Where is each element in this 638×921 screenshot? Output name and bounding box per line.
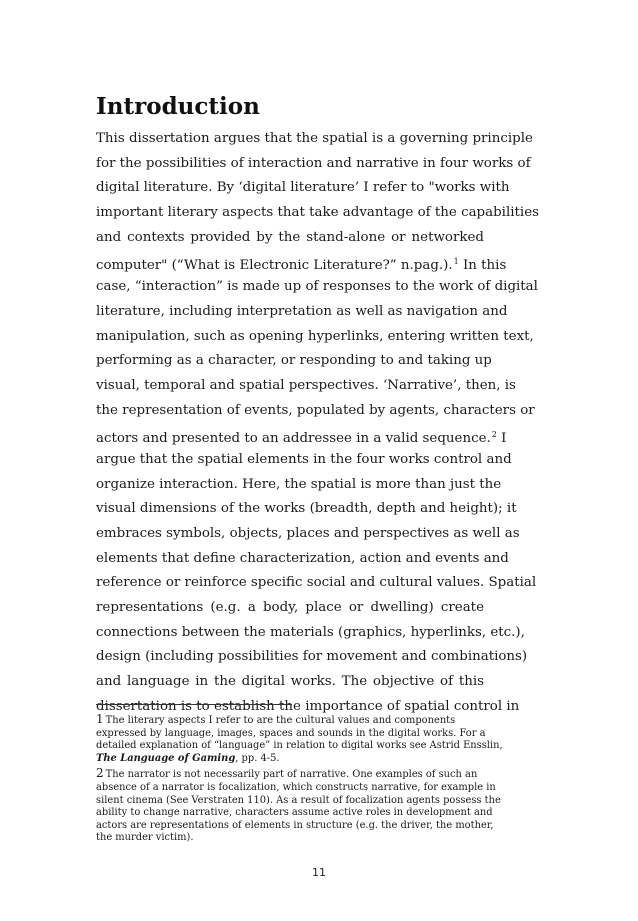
body-text: argue that the spatial elements in the four works control and bbox=[96, 451, 512, 467]
body-text-line bbox=[96, 275, 538, 300]
body-text: digital literature. By ‘digital literature’ I refer to "works with bbox=[96, 180, 510, 196]
body-text: computer" (“What is Electronic Literature?” n.pag.). bbox=[96, 258, 453, 274]
body-text: case, “interaction” is made up of responses to the work of digital bbox=[96, 279, 538, 295]
cited-book-title: The Language of Gaming bbox=[96, 752, 236, 764]
body-text-line bbox=[96, 522, 520, 547]
footnote-text-line: The literary aspects I refer to are the cultural values and components bbox=[105, 715, 456, 726]
body-text-line bbox=[96, 423, 507, 448]
body-text: the representation of events, populated by agents, characters or bbox=[96, 402, 535, 418]
body-text: organize interaction. Here, the spatial is more than just the bbox=[96, 476, 502, 492]
footnote-1 bbox=[96, 712, 503, 765]
footnote-text-line: absence of a narrator is focalization, which constructs narrative, for example in bbox=[96, 781, 496, 793]
body-text-line bbox=[96, 374, 516, 399]
body-text: and contexts provided by the stand-alone or networked bbox=[96, 229, 484, 245]
body-text-line bbox=[96, 325, 534, 350]
footnote-2 bbox=[96, 766, 501, 845]
footnote-text-line: silent cinema (See Verstraten 110). As a result of focalization agents possess the bbox=[96, 794, 501, 806]
body-text: design (including possibilities for movement and combinations) bbox=[96, 649, 528, 665]
body-text: embraces symbols, objects, places and perspectives as well as bbox=[96, 526, 520, 541]
footnote-number: 1 bbox=[96, 712, 104, 726]
body-text: visual, temporal and spatial perspectives. ‘Narrative’, then, is bbox=[96, 377, 516, 393]
body-text-line bbox=[96, 250, 507, 275]
body-text: literature, including interpretation as well as navigation and bbox=[96, 303, 508, 319]
footnote-text: , pp. 4-5. bbox=[235, 752, 280, 764]
body-text: actors and presented to an addressee in a valid sequence. bbox=[96, 431, 491, 447]
section-heading: Introduction bbox=[96, 93, 260, 120]
body-text-line bbox=[96, 226, 484, 251]
body-text-line bbox=[96, 497, 517, 522]
body-text: for the possibilities of interaction and narrative in four works of bbox=[96, 155, 531, 171]
body-paragraph bbox=[96, 127, 539, 720]
body-text-line bbox=[96, 596, 484, 621]
body-text: connections between the materials (graphics, hyperlinks, etc.), bbox=[96, 624, 525, 640]
footnote-reference: 2 bbox=[491, 430, 497, 440]
footnote-text-line: ability to change narrative, characters assume active roles in development and bbox=[96, 807, 493, 819]
body-text: and language in the digital works. The objective of this bbox=[96, 674, 484, 690]
footnote-separator bbox=[96, 704, 292, 705]
page-number: 11 bbox=[312, 866, 326, 879]
body-text-line bbox=[96, 201, 539, 226]
body-text-line bbox=[96, 300, 508, 325]
footnotes bbox=[96, 712, 503, 847]
footnote-text-line: detailed explanation of “language” in relation to digital works see Astrid Ensslin, bbox=[96, 740, 503, 752]
body-text-line bbox=[96, 152, 531, 177]
footnote-text-line: actors are representations of elements in structure (e.g. the driver, the mother, bbox=[96, 819, 494, 831]
body-text-line bbox=[96, 176, 510, 201]
body-text-line bbox=[96, 571, 537, 596]
body-text: In this bbox=[458, 258, 507, 274]
body-text: I bbox=[496, 431, 507, 447]
body-text: visual dimensions of the works (breadth, depth and height); it bbox=[96, 501, 517, 517]
body-text-line bbox=[96, 645, 528, 670]
body-text: dissertation is to establish the importance of spatial control in bbox=[96, 698, 520, 714]
body-text: reference or reinforce specific social and cultural values. Spatial bbox=[96, 575, 537, 591]
body-text: performing as a character, or responding to and taking up bbox=[96, 353, 492, 369]
body-text: manipulation, such as opening hyperlinks, entering written text, bbox=[96, 328, 534, 344]
body-text: representations (e.g. a body, place or dwelling) create bbox=[96, 600, 484, 616]
body-text-line bbox=[96, 127, 533, 152]
footnote-text-line: the murder victim). bbox=[96, 832, 194, 844]
body-text-line bbox=[96, 399, 535, 424]
body-text: elements that define characterization, action and events and bbox=[96, 550, 509, 566]
body-text-line bbox=[96, 448, 512, 473]
body-text-line bbox=[96, 547, 509, 572]
footnote-text-line: expressed by language, images, spaces and sounds in the digital works. For a bbox=[96, 727, 486, 739]
body-text: This dissertation argues that the spatial is a governing principle bbox=[96, 131, 533, 146]
body-text-line bbox=[96, 349, 492, 374]
body-text-line bbox=[96, 473, 502, 498]
footnote-reference: 1 bbox=[453, 257, 459, 267]
body-text-line bbox=[96, 670, 484, 695]
body-text-line bbox=[96, 621, 525, 646]
body-text: important literary aspects that take advantage of the capabilities bbox=[96, 205, 539, 221]
footnote-number: 2 bbox=[96, 766, 104, 781]
footnote-text-line: The narrator is not necessarily part of narrative. One examples of such an bbox=[105, 769, 478, 781]
